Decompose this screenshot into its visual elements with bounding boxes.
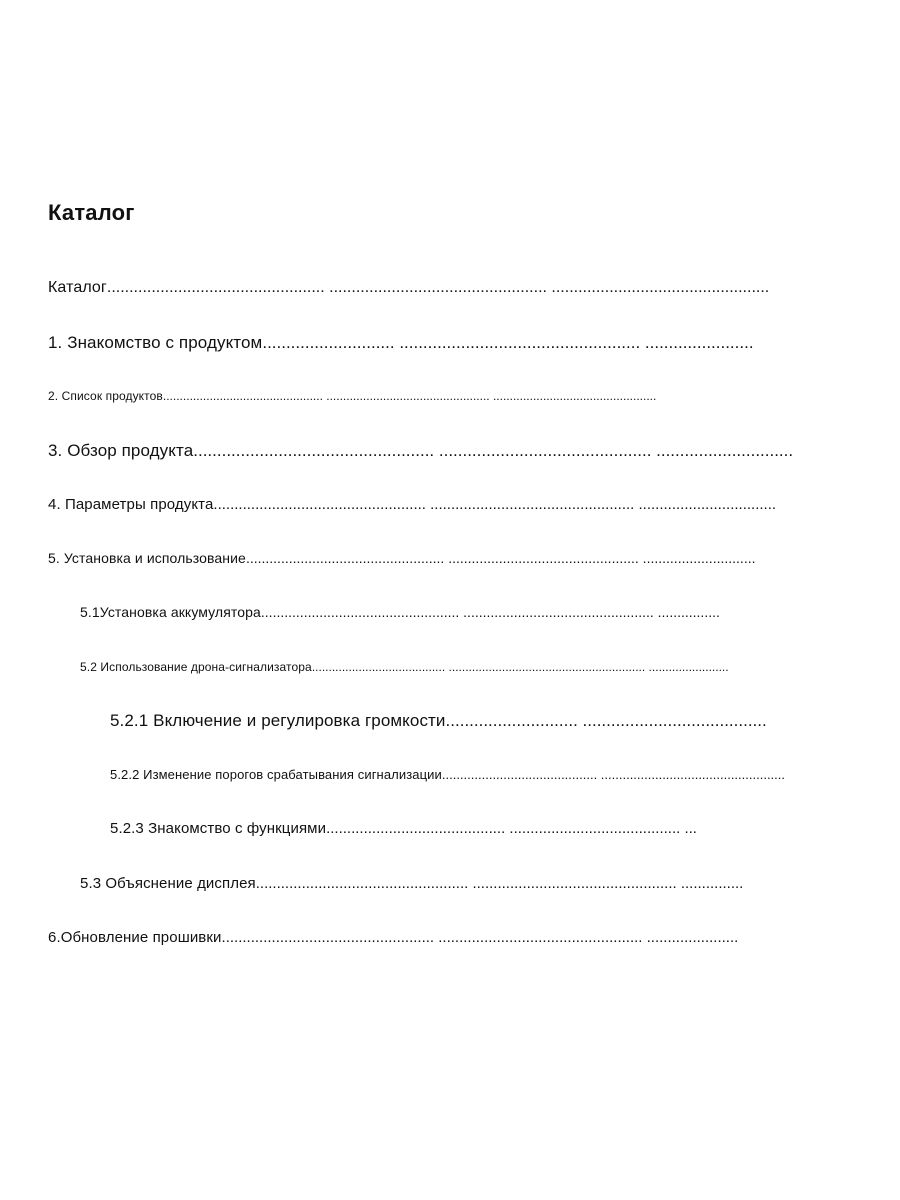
toc-leader-dots: ........................................... ................................................... — [441, 767, 785, 782]
toc-entry-title: 5. Установка и использование — [48, 550, 246, 566]
toc-leader-dots: ................................................. ................................................. ................................................. — [106, 279, 770, 296]
toc-entry-product-overview[interactable] — [48, 442, 793, 459]
toc-entry-alarm-thresholds[interactable] — [110, 768, 785, 781]
toc-entry-display[interactable] — [80, 876, 743, 891]
toc-entry-functions[interactable] — [110, 821, 697, 836]
toc-leader-dots: ................................................... ................................................. ............................. — [245, 550, 756, 566]
toc-entry-introduction[interactable] — [48, 334, 754, 351]
toc-entry-title: 6.Обновление прошивки — [48, 929, 222, 946]
toc-leader-dots: ................................................ ................................................. ................................................. — [162, 389, 657, 403]
toc-entry-title: 5.1Установка аккумулятора — [80, 604, 261, 620]
toc-leader-dots: ............................ ................................................... ....................... — [262, 333, 754, 352]
toc-leader-dots: ................................................... ................................................. ................ — [260, 604, 720, 620]
toc-entry-product-parameters[interactable] — [48, 497, 776, 512]
toc-leader-dots: ............................ ....................................... — [445, 711, 767, 730]
toc-entry-title: 5.2 Использование дрона-сигнализатора — [80, 660, 312, 674]
toc-entry-title: 5.2.3 Знакомство с функциями — [110, 820, 327, 837]
toc-entry-power-volume[interactable] — [110, 712, 767, 729]
toc-entry-firmware-update[interactable] — [48, 930, 738, 945]
toc-entry-title: 2. Список продуктов — [48, 389, 163, 403]
toc-entry-title: 1. Знакомство с продуктом — [48, 333, 263, 352]
toc-leader-dots: ................................................... ............................................. ............................. — [193, 441, 794, 460]
toc-entry-title: 5.3 Объяснение дисплея — [80, 875, 256, 892]
toc-entry-title: 5.2.1 Включение и регулировка громкости — [110, 711, 446, 730]
toc-leader-dots: ................................................... ................................................. ................................. — [213, 496, 777, 513]
toc-entry-battery-installation[interactable] — [80, 605, 720, 619]
toc-entry-drone-alarm-usage[interactable] — [80, 661, 729, 673]
toc-entry-title: 3. Обзор продукта — [48, 441, 194, 460]
toc-entry-title: 4. Параметры продукта — [48, 496, 214, 513]
toc-entry-catalog[interactable] — [48, 280, 769, 296]
toc-leader-dots: ........................................... ......................................... ... — [326, 820, 697, 837]
toc-entry-product-list[interactable] — [48, 390, 656, 402]
toc-leader-dots: ................................................... ................................................. ...................... — [221, 929, 739, 946]
toc-entry-installation[interactable] — [48, 551, 755, 565]
toc-leader-dots: ........................................ ........................................................... ........................ — [311, 660, 729, 674]
toc-entry-title: 5.2.2 Изменение порогов срабатывания сигнализации — [110, 767, 442, 782]
toc-leader-dots: ................................................... ................................................. ............... — [255, 875, 744, 892]
toc-entry-title: Каталог — [48, 279, 107, 296]
page-title: Каталог — [48, 200, 135, 225]
